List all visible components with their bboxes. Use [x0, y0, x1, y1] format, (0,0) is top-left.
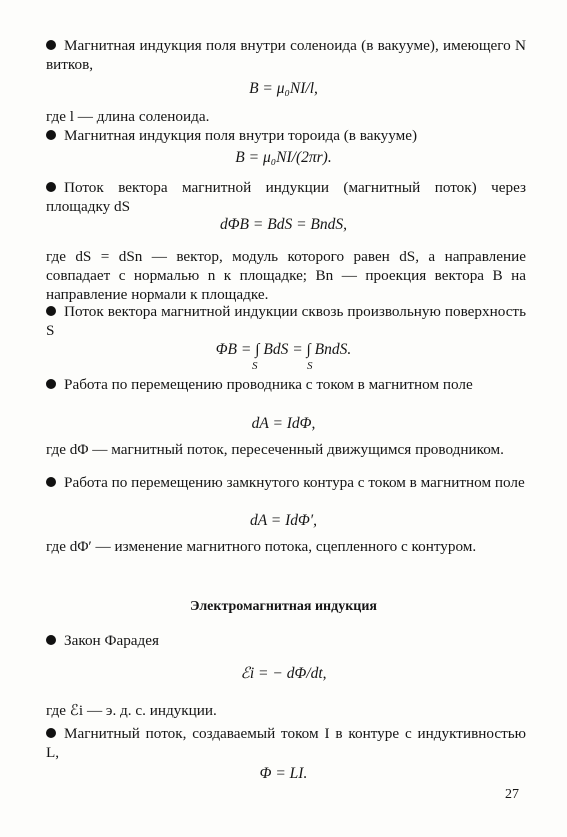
paragraph-text: Магнитный поток, создаваемый током I в контуре с индуктивностью L, [46, 725, 526, 761]
paragraph-flux [46, 178, 526, 216]
bullet-icon [46, 635, 56, 645]
paragraph-text: Магнитная индукция поля внутри соленоида (в вакууме), имеющего N витков, [46, 37, 526, 73]
integral-subscript: S [252, 360, 258, 372]
formula-flux-integral: ΦB = ∫ BdS = ∫ BndS. [215, 341, 352, 358]
bullet-icon [46, 477, 56, 487]
paragraph-text: Работа по перемещению замкнутого контура с током в магнитном поле [64, 474, 525, 491]
bullet-icon [46, 182, 56, 192]
paragraph-text: Работа по перемещению проводника с током в магнитном поле [64, 376, 473, 393]
paragraph-faraday [46, 631, 526, 650]
bullet-icon [46, 130, 56, 140]
formula-toroid: B = μ₀NI/(2πr). [235, 149, 332, 166]
paragraph-work-contour [46, 473, 526, 492]
bullet-icon [46, 306, 56, 316]
formula-work-conductor: dA = IdΦ, [251, 415, 316, 432]
integral-subscript: S [307, 360, 313, 372]
paragraph-inductance [46, 724, 526, 762]
paragraph-text: Магнитная индукция поля внутри тороида (в вакууме) [64, 127, 418, 144]
paragraph-text: Поток вектора магнитной индукции (магнитный поток) через площадку dS [46, 179, 526, 215]
paragraph-flux-explained: где dS = dSn — вектор, модуль которого равен dS, а направление совпадает с нормалью n к площадке; Bn — проекция вектора B на направление нормали к площадке. [46, 248, 526, 303]
paragraph-text: Закон Фарадея [64, 632, 160, 649]
paragraph-solenoid-length: где l — длина соленоида. [46, 108, 210, 125]
paragraph-flux-crossed: где dΦ — магнитный поток, пересеченный движущимся проводником. [46, 441, 504, 458]
paragraph-flux-change: где dΦ′ — изменение магнитного потока, сцепленного с контуром. [46, 538, 477, 555]
formula-inductance: Φ = LI. [259, 765, 308, 782]
paragraph-toroid [46, 126, 526, 145]
bullet-icon [46, 379, 56, 389]
paragraph-flux-surface [46, 302, 526, 340]
formula-work-contour: dA = IdΦ′, [249, 512, 318, 529]
paragraph-solenoid [46, 36, 526, 74]
formula-flux: dΦB = BdS = BndS, [220, 216, 347, 233]
bullet-icon [46, 40, 56, 50]
section-heading: Электромагнитная индукция [190, 599, 377, 614]
paragraph-emf: где ℰi — э. д. с. индукции. [46, 702, 217, 719]
page-number: 27 [505, 787, 519, 802]
formula-faraday: ℰi = − dΦ/dt, [240, 665, 327, 682]
paragraph-work-conductor [46, 375, 526, 394]
bullet-icon [46, 728, 56, 738]
formula-solenoid: B = μ₀NI/l, [249, 80, 318, 97]
paragraph-text: Поток вектора магнитной индукции сквозь произвольную поверхность S [46, 303, 526, 339]
